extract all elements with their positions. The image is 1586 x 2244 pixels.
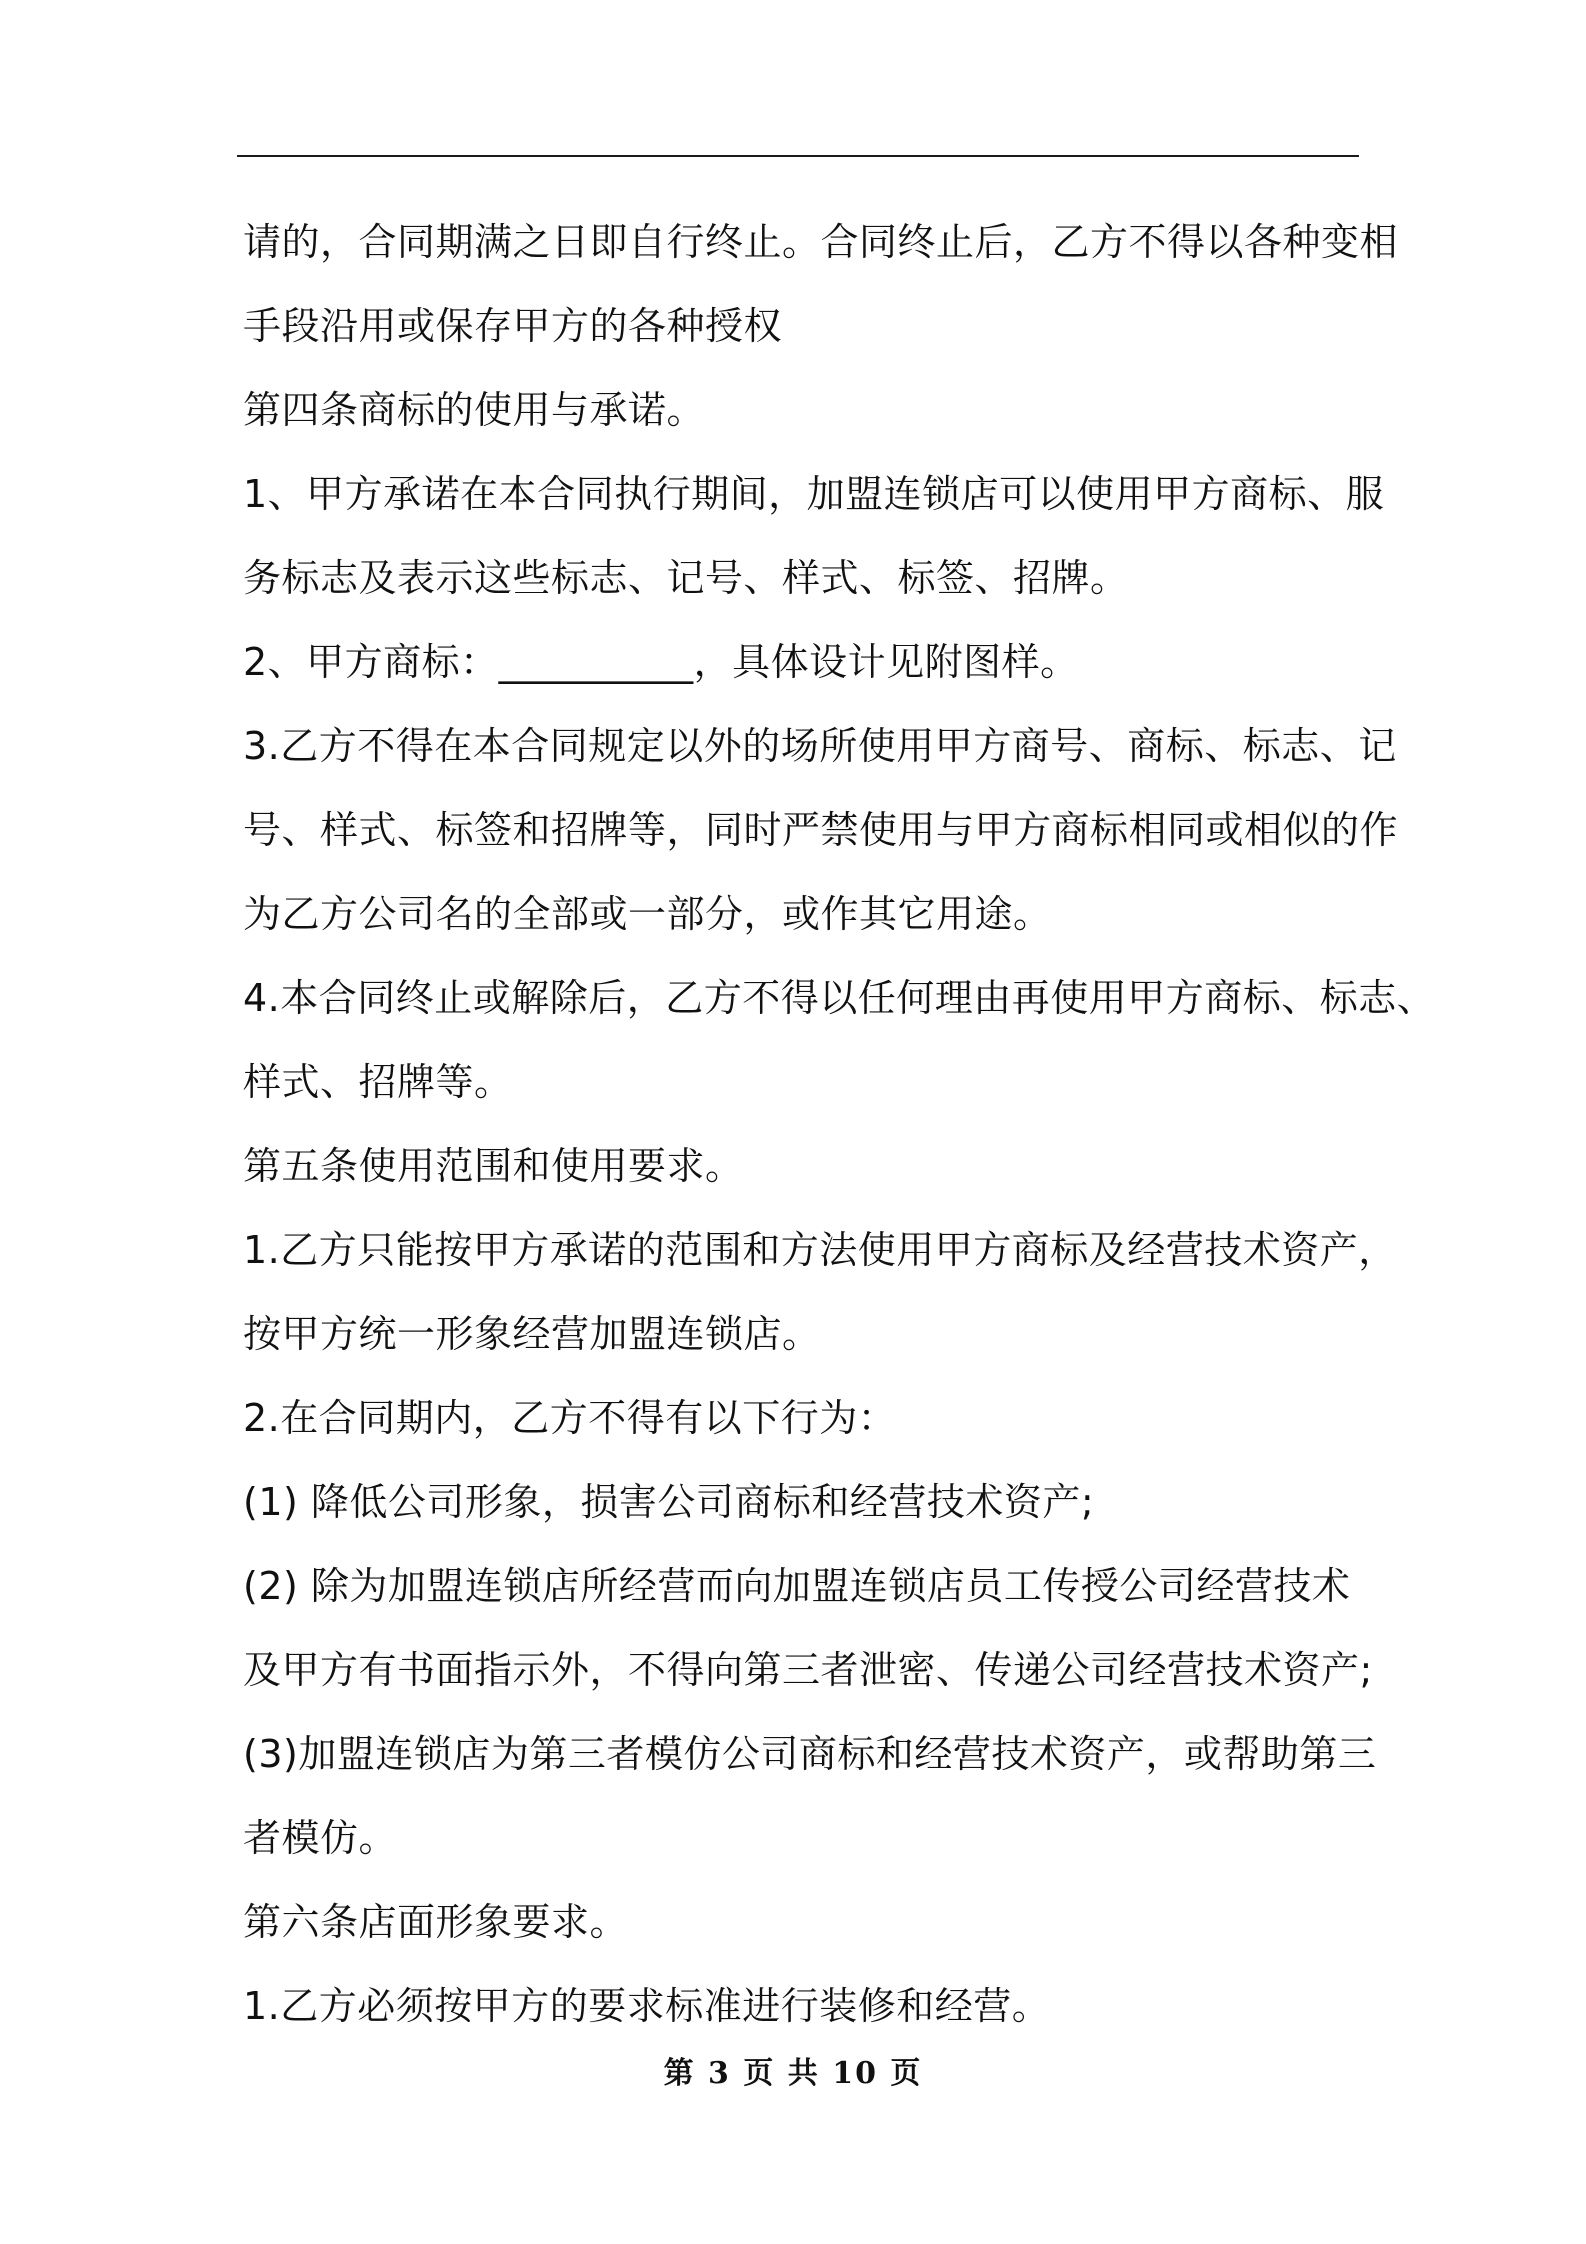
text-line: 务标志及表示这些标志、记号、样式、标签、招牌。: [243, 556, 1129, 600]
text-line: 及甲方有书面指示外，不得向第三者泄密、传递公司经营技术资产;: [243, 1648, 1373, 1692]
text-line: 2.在合同期内，乙方不得有以下行为：: [243, 1396, 897, 1440]
text-line: 号、样式、标签和招牌等，同时严禁使用与甲方商标相同或相似的作: [243, 808, 1399, 852]
text-line: 4.本合同终止或解除后，乙方不得以任何理由再使用甲方商标、标志、: [243, 976, 1436, 1020]
text-line: 2、甲方商标：__________，具体设计见附图样。: [243, 640, 1079, 684]
text-line: 1.乙方必须按甲方的要求标准进行装修和经营。: [243, 1984, 1051, 2028]
text-line: 样式、招牌等。: [243, 1060, 513, 1104]
page-indicator: 第 3 页 共 10 页: [663, 2056, 923, 2091]
text-line: 按甲方统一形象经营加盟连锁店。: [243, 1312, 821, 1356]
text-line: (3)加盟连锁店为第三者模仿公司商标和经营技术资产，或帮助第三: [243, 1732, 1377, 1776]
text-line: 为乙方公司名的全部或一部分，或作其它用途。: [243, 892, 1052, 936]
text-line: 请的，合同期满之日即自行终止。合同终止后，乙方不得以各种变相: [243, 220, 1399, 264]
text-line: 者模仿。: [243, 1816, 398, 1860]
section-heading: 第五条使用范围和使用要求。: [243, 1144, 744, 1188]
text-line: 1.乙方只能按甲方承诺的范围和方法使用甲方商标及经营技术资产，: [243, 1228, 1397, 1272]
text-line: 手段沿用或保存甲方的各种授权: [243, 304, 783, 348]
document-body: [243, 200, 1436, 2048]
text-line: (1) 降低公司形象，损害公司商标和经营技术资产;: [243, 1480, 1095, 1524]
section-heading: 第四条商标的使用与承诺。: [243, 388, 706, 432]
text-line: (2) 除为加盟连锁店所经营而向加盟连锁店员工传授公司经营技术: [243, 1564, 1351, 1608]
header-divider: [237, 155, 1359, 157]
section-heading: 第六条店面形象要求。: [243, 1900, 629, 1944]
text-line: 3.乙方不得在本合同规定以外的场所使用甲方商号、商标、标志、记: [243, 724, 1397, 768]
text-line: 1、甲方承诺在本合同执行期间，加盟连锁店可以使用甲方商标、服: [243, 472, 1385, 516]
